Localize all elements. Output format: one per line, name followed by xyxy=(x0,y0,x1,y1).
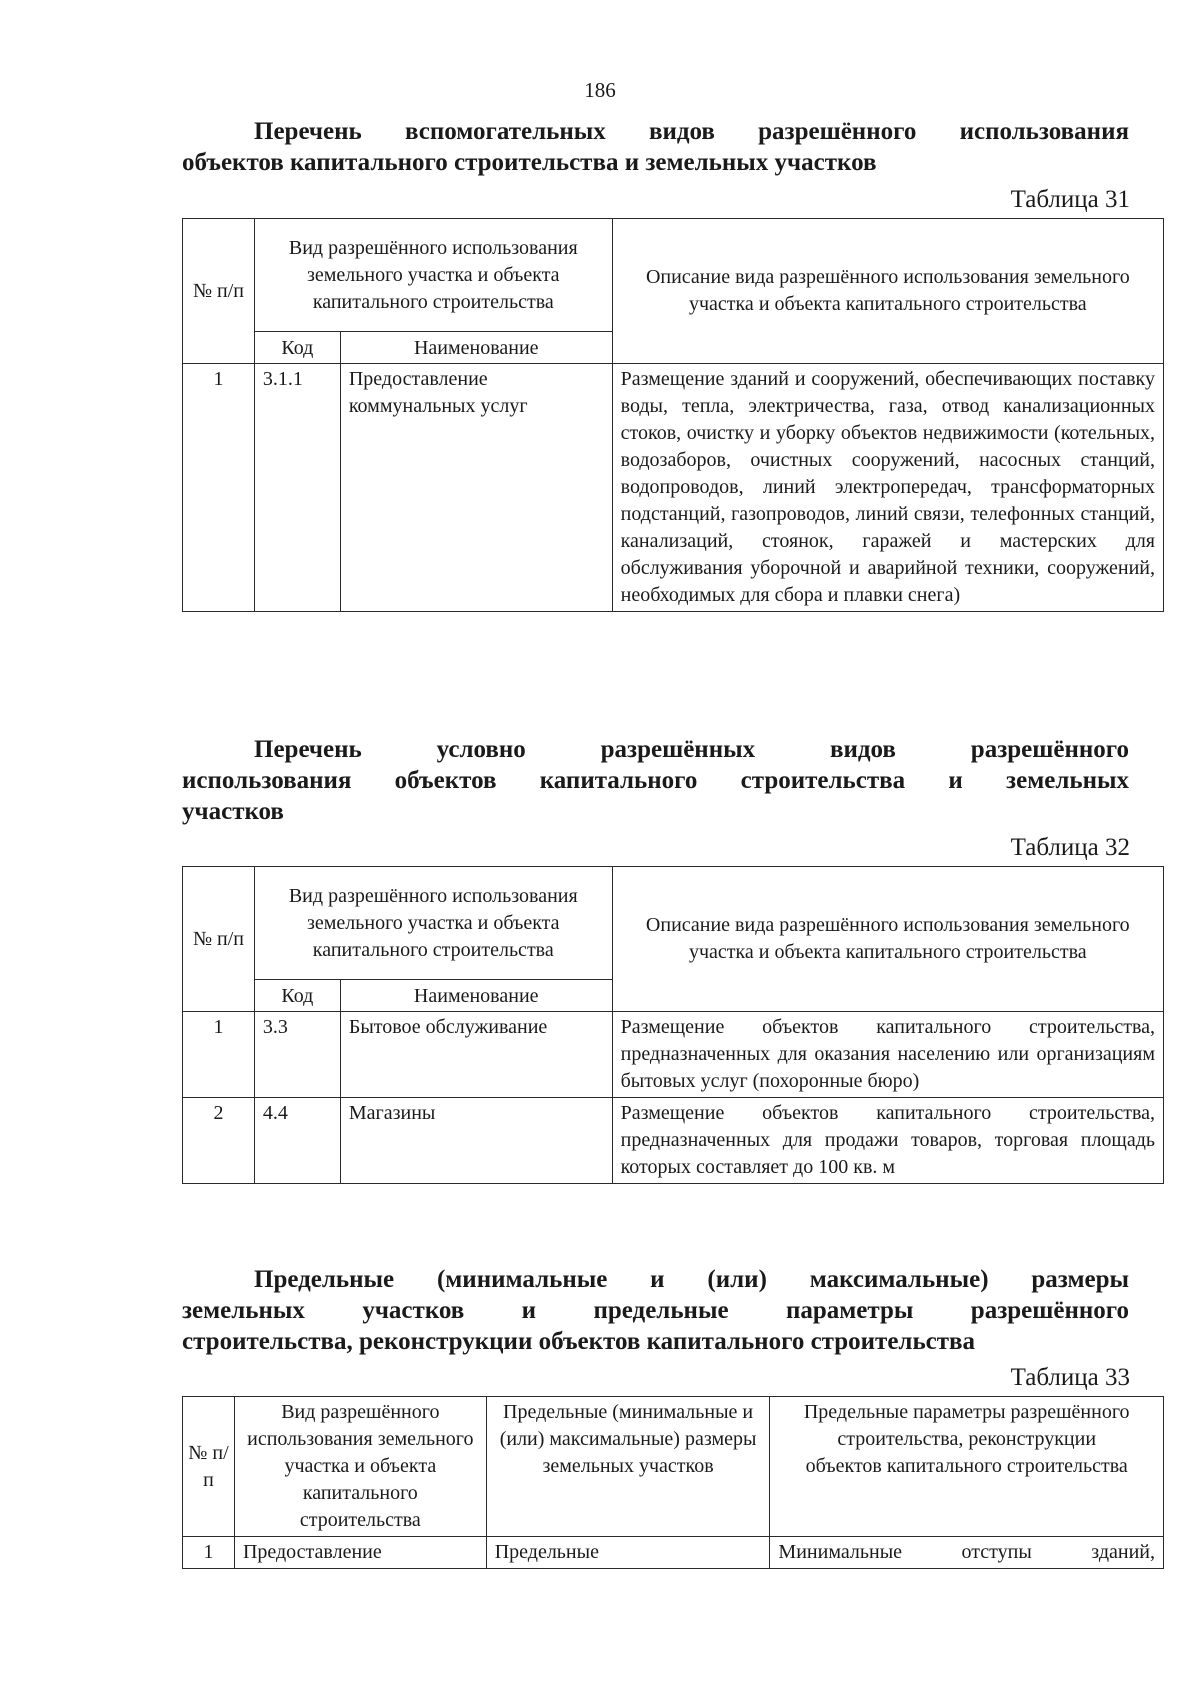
heading-table-31 xyxy=(182,116,1129,178)
cell-code: 3.1.1 xyxy=(254,364,340,612)
table-row xyxy=(183,1537,1164,1569)
header-vid: Вид разрешённого использования земельного участка и объекта капитального строительства xyxy=(254,219,612,332)
heading-line: участков xyxy=(182,798,284,825)
table-row xyxy=(183,1012,1164,1098)
header-name: Наименование xyxy=(340,332,612,364)
cell-params: Минимальные отступы зданий, xyxy=(770,1537,1164,1569)
heading-line: объектов капитального строительства и земельных участков xyxy=(182,149,877,176)
header-num: № п/п xyxy=(183,1397,235,1537)
table-row xyxy=(183,364,1164,612)
cell-name: Предоставление коммунальных услуг xyxy=(340,364,612,612)
header-code: Код xyxy=(254,980,340,1012)
heading-line: земельных участков и предельные параметры разрешённого xyxy=(182,1297,1129,1324)
cell-desc: Размещение объектов капитального строительства, предназначенных для оказания населению или организациям бытовых услуг (похоронные бюро) xyxy=(612,1012,1163,1098)
table-caption-32: Таблица 32 xyxy=(1010,834,1130,861)
cell-name: Магазины xyxy=(340,1098,612,1184)
table-33 xyxy=(182,1396,1164,1569)
table-31 xyxy=(182,218,1164,612)
header-desc: Описание вида разрешённого использования земельного участка и объекта капитального строительства xyxy=(612,867,1163,1012)
heading-line: Предельные (минимальные и (или) максимальные) размеры xyxy=(254,1266,1129,1293)
heading-table-32 xyxy=(182,734,1129,827)
cell-name: Бытовое обслуживание xyxy=(340,1012,612,1098)
header-code: Код xyxy=(254,332,340,364)
heading-line: Перечень вспомогательных видов разрешённого использования xyxy=(254,118,1129,145)
header-params: Предельные параметры разрешённого строительства, реконструкции объектов капитального строительства xyxy=(770,1397,1164,1537)
cell-num: 1 xyxy=(183,1012,255,1098)
heading-table-33 xyxy=(182,1264,1129,1357)
header-vid: Вид разрешённого использования земельного участка и объекта капитального строительства xyxy=(234,1397,486,1537)
table-row xyxy=(183,1098,1164,1184)
table-caption-31: Таблица 31 xyxy=(1010,186,1130,213)
table-caption-33: Таблица 33 xyxy=(1010,1364,1130,1391)
heading-line: использования объектов капитального строительства и земельных xyxy=(182,767,1129,794)
cell-num: 1 xyxy=(183,1537,235,1569)
heading-line: строительства, реконструкции объектов капитального строительства xyxy=(182,1328,976,1355)
header-num: № п/п xyxy=(183,219,255,364)
header-desc: Описание вида разрешённого использования земельного участка и объекта капитального строительства xyxy=(612,219,1163,364)
heading-line: Перечень условно разрешённых видов разрешённого xyxy=(254,736,1129,763)
cell-desc: Размещение зданий и сооружений, обеспечивающих поставку воды, тепла, электричества, газа, отвод канализационных стоков, очистку и уборку объектов недвижимости (котельных, водозаборов, очистных сооружений, насосных станций, водопроводов, линий электропередач, трансформаторных подстанций, газопроводов, линий связи, телефонных станций, канализаций, стоянок, гаражей и мастерских для обслуживания уборочной и аварийной техники, сооружений, необходимых для сбора и плавки снега) xyxy=(612,364,1163,612)
cell-code: 4.4 xyxy=(254,1098,340,1184)
header-vid: Вид разрешённого использования земельного участка и объекта капитального строительства xyxy=(254,867,612,980)
header-name: Наименование xyxy=(340,980,612,1012)
cell-num: 1 xyxy=(183,364,255,612)
header-sizes: Предельные (минимальные и (или) максимальные) размеры земельных участков xyxy=(486,1397,770,1537)
table-32 xyxy=(182,866,1164,1184)
header-num: № п/п xyxy=(183,867,255,1012)
cell-sizes: Предельные xyxy=(486,1537,770,1569)
cell-vid: Предоставление xyxy=(234,1537,486,1569)
cell-code: 3.3 xyxy=(254,1012,340,1098)
page-number: 186 xyxy=(584,78,616,102)
cell-num: 2 xyxy=(183,1098,255,1184)
cell-desc: Размещение объектов капитального строительства, предназначенных для продажи товаров, торговая площадь которых составляет до 100 кв. м xyxy=(612,1098,1163,1184)
